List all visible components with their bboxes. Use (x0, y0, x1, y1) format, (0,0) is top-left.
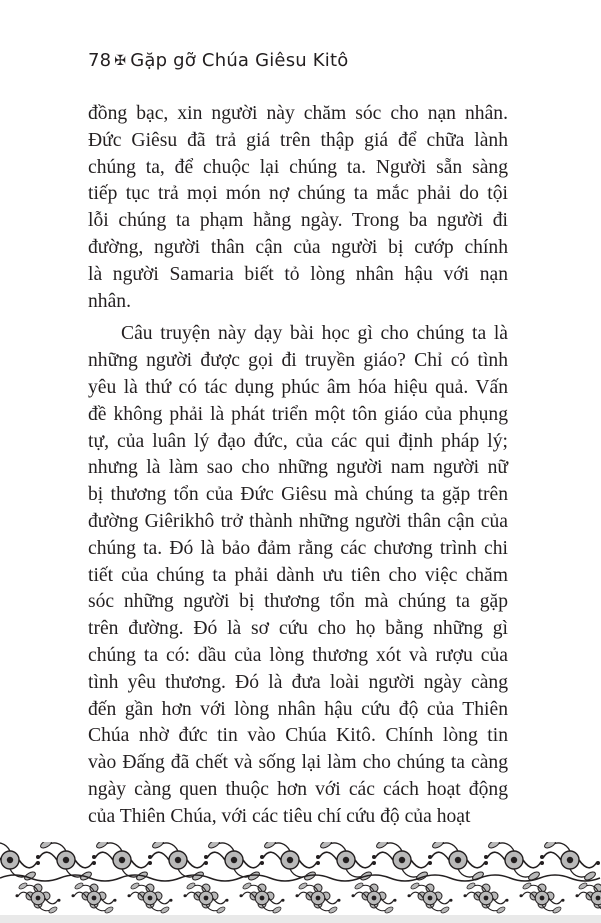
paragraph (88, 101, 508, 315)
text-line: sóc những người bị thương tổn mà chúng ta gặp (88, 591, 508, 613)
paragraph (88, 321, 508, 830)
text-line: trên đường. Đó là sơ cứu cho họ bằng những gì (88, 618, 508, 640)
text-line: nhân. (88, 290, 131, 312)
text-line: của Thiên Chúa, với các tiêu chí cứu độ của hoạt (88, 805, 471, 827)
maltese-cross-icon: ✠ (114, 53, 127, 69)
text-line: lỗi chúng ta phạm hằng ngày. Trong ba người đi (88, 210, 508, 232)
page-bottom-strip (0, 915, 601, 923)
text-line: tình yêu thương. Đó là đưa loài người ngày càng (88, 671, 508, 693)
running-header (88, 50, 348, 71)
text-line: tự, của luân lý đạo đức, của các qui định pháp lý; (88, 430, 508, 452)
page-number: 78 (88, 50, 112, 71)
text-line: đường Giêrikhô trở thành những người thân cận của (88, 510, 508, 532)
text-line: chúng ta, để chuộc lại chúng ta. Người sẵn sàng (88, 156, 508, 178)
text-line: Chúa nhờ đức tin vào Chúa Kitô. Chính lòng tin (88, 725, 508, 747)
floral-border-ornament-icon (0, 842, 601, 915)
text-line: đề không phải là phát triển một tôn giáo của phụng (88, 403, 508, 425)
text-line: là người Samaria biết tỏ lòng nhân hậu với nạn (88, 263, 508, 285)
text-line: ngày càng quen thuộc hơn với các cách hoạt động (88, 778, 508, 800)
text-line: Câu truyện này dạy bài học gì cho chúng ta là (121, 323, 508, 345)
body-text (88, 101, 508, 831)
text-line: chúng ta có: dầu của lòng thương xót và rượu của (88, 644, 508, 666)
text-line: những người được gọi đi truyền giáo? Chỉ có tình (88, 350, 508, 372)
text-line: tiết của chúng ta phải dành ưu tiên cho việc chăm (88, 564, 508, 586)
text-line: tiếp tục trả mọi món nợ chúng ta mắc phải do tội (88, 183, 508, 205)
text-line: chúng ta. Đó là bảo đảm rằng các chương trình chi (88, 537, 508, 559)
text-line: bị thương tổn của Đức Giêsu mà chúng ta gặp trên (88, 484, 508, 506)
text-line: vào Đấng đã chết và sống lại làm cho chúng ta càng (88, 752, 508, 774)
text-line: đường, người thân cận của người bị cướp chính (88, 236, 508, 258)
text-line: yêu là thứ có tác dụng phúc âm hóa hiệu quả. Vấn (88, 376, 508, 398)
text-line: nhưng là làm sao cho những người nam người nữ (88, 457, 508, 479)
book-title: Gặp gỡ Chúa Giêsu Kitô (130, 50, 349, 71)
text-line: đồng bạc, xin người này chăm sóc cho nạn nhân. (88, 103, 508, 124)
text-line: đến gần hơn với lòng nhân hậu cứu độ của Thiên (88, 698, 508, 720)
text-line: Đức Giêsu đã trả giá trên thập giá để chữa lành (88, 129, 508, 151)
